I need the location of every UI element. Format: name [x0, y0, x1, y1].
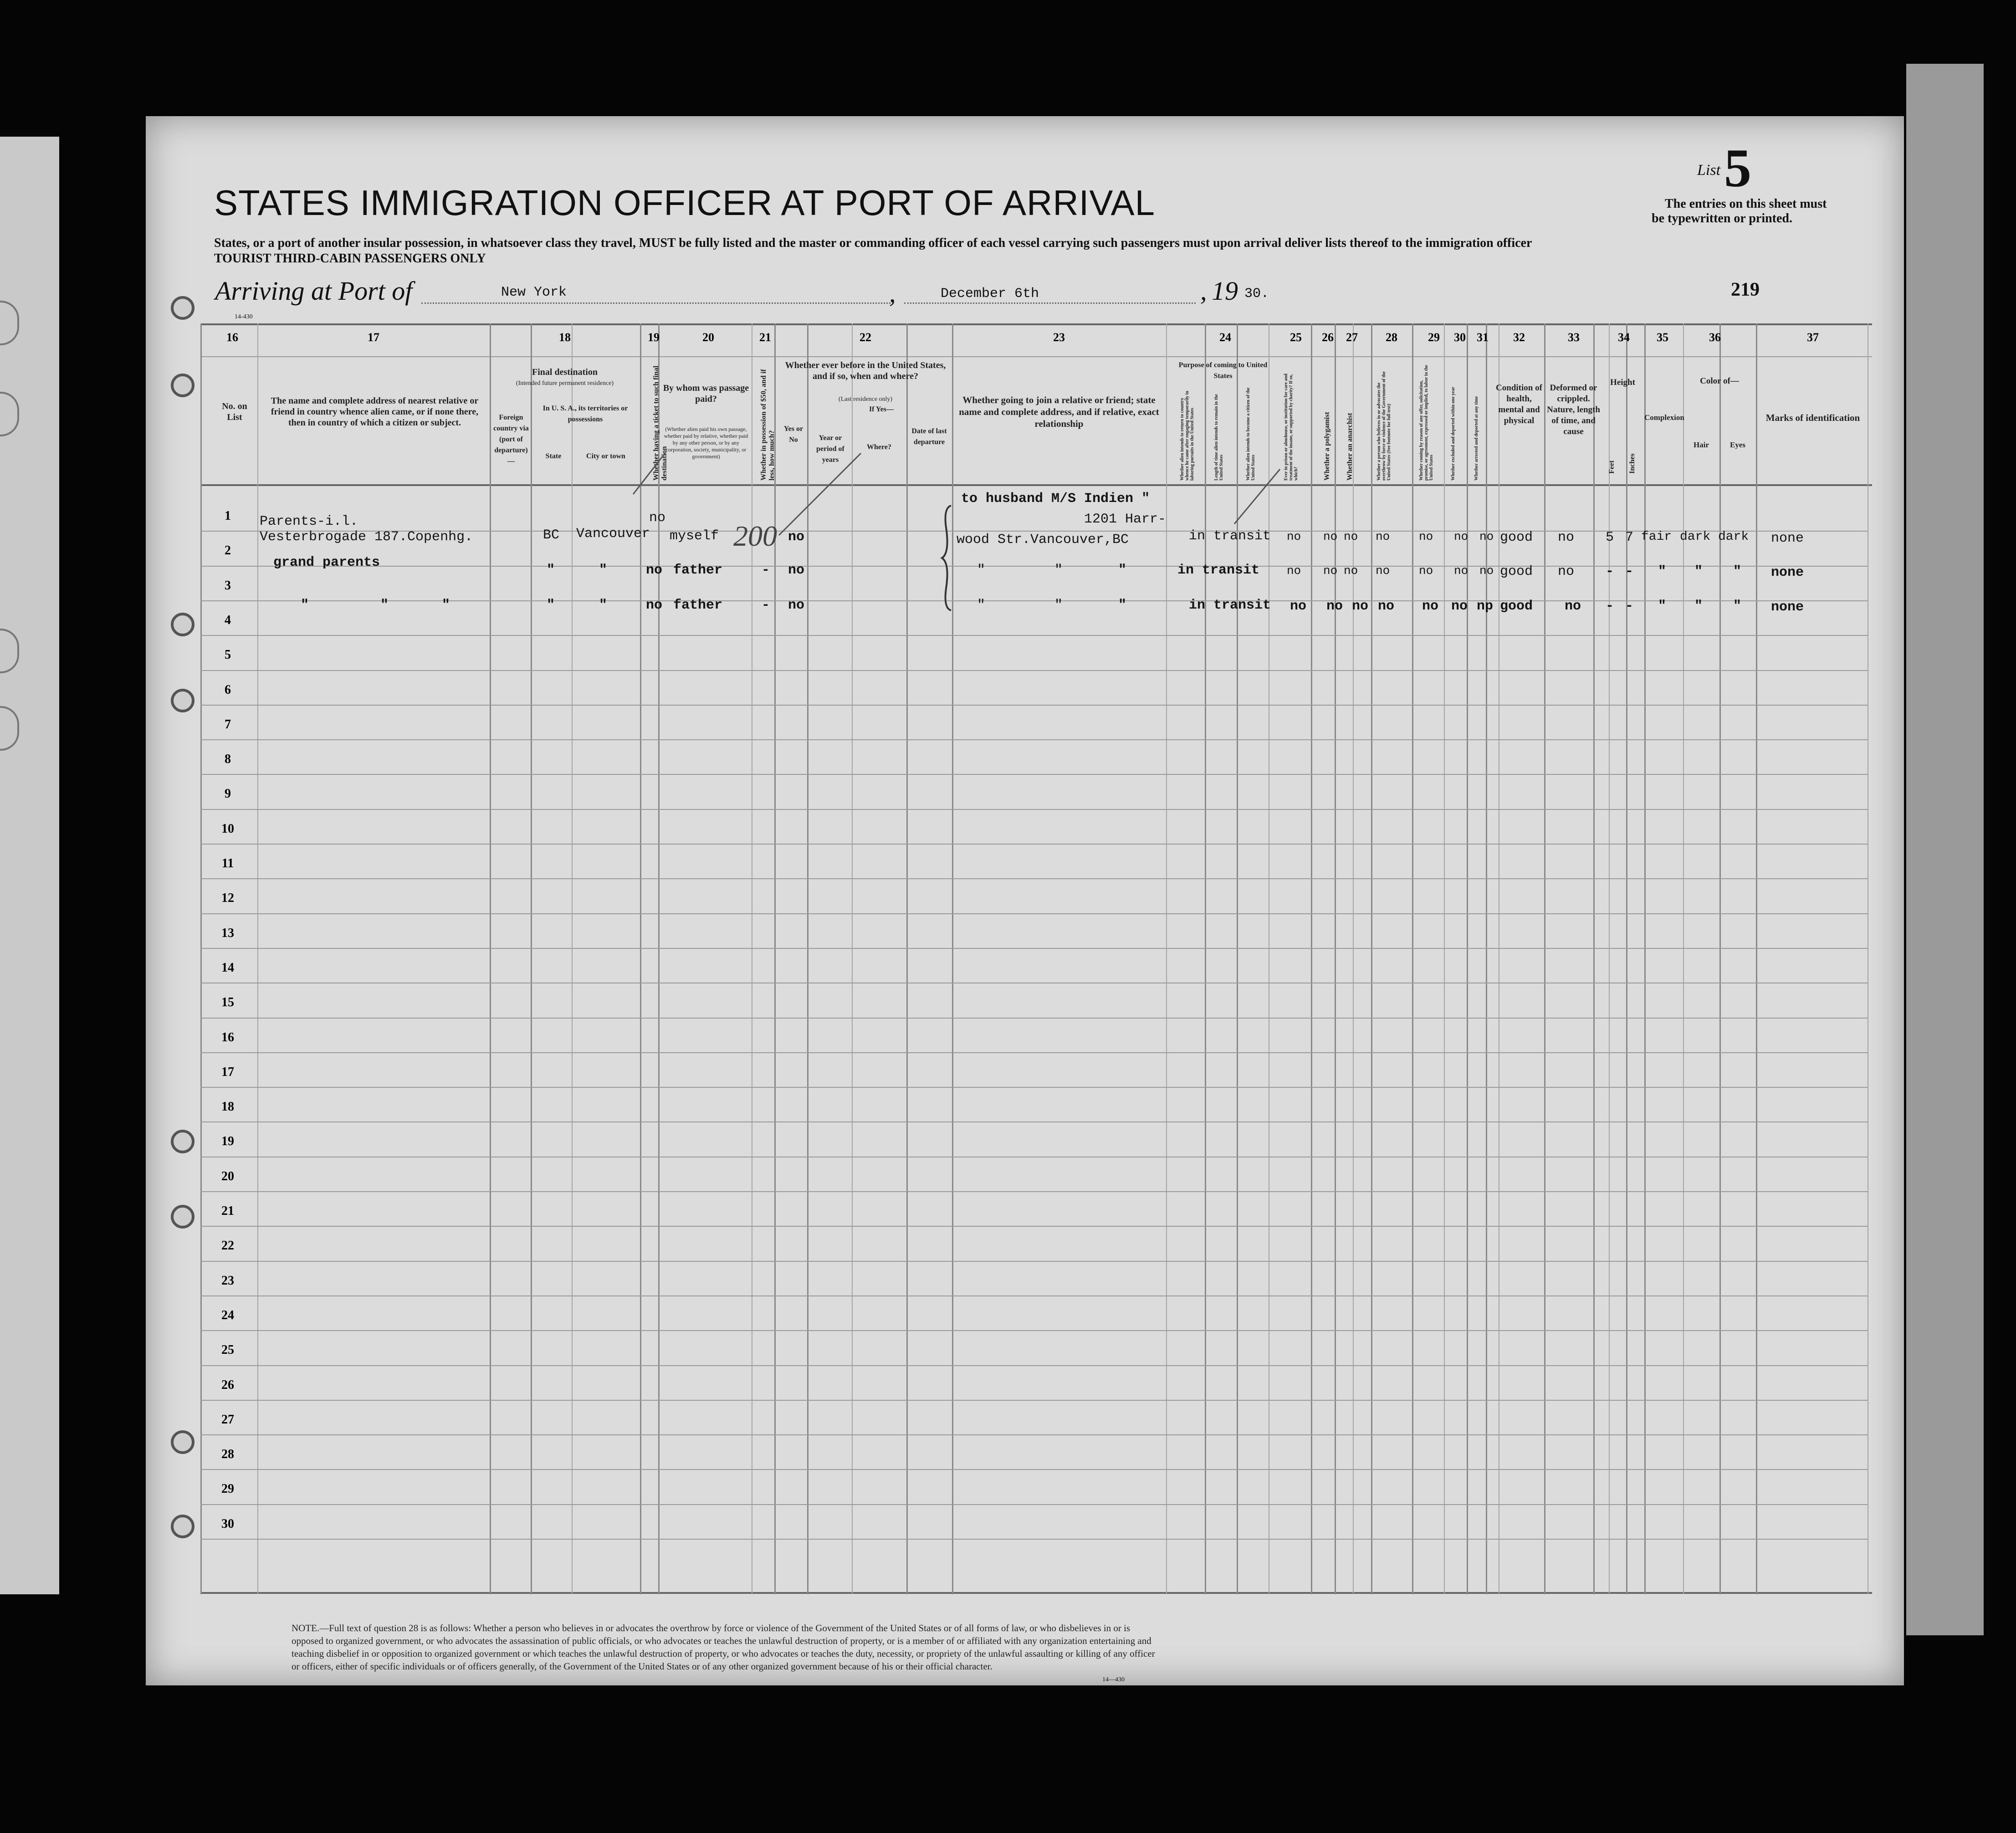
column-rule — [1371, 323, 1372, 1594]
col-num-31: 31 — [1477, 331, 1489, 344]
row-number: 17 — [221, 1065, 234, 1079]
binding-tab — [0, 629, 19, 673]
entry-3-eyes: " — [1733, 599, 1742, 614]
row-rule — [200, 1400, 1868, 1401]
row-number: 20 — [221, 1169, 234, 1183]
entry-2-joining-b: " — [1054, 563, 1063, 578]
entry-1-ticket: no — [649, 510, 666, 526]
hdr-fifty-dollars: Whether in possession of $50, and if less, how much? — [760, 369, 776, 481]
entry-3-relative-c: " — [442, 598, 450, 613]
col-num-30: 30 — [1454, 331, 1466, 344]
hdr-final-destination-sub: (Intended future permanent residence) — [516, 380, 614, 387]
manifest-sheet — [146, 116, 1904, 1685]
row-rule — [200, 705, 1868, 706]
row-number: 19 — [221, 1134, 234, 1149]
binding-tab — [0, 301, 19, 345]
entry-1-inches: 7 — [1625, 530, 1634, 545]
comma: , — [889, 278, 896, 308]
column-rule — [640, 323, 641, 1594]
column-rule — [531, 323, 532, 1594]
hdr-color-of: Color of— — [1700, 376, 1739, 386]
row-number: 27 — [221, 1412, 234, 1427]
port-line — [421, 302, 890, 304]
row-number: 11 — [221, 856, 234, 870]
entry-1-state: BC — [543, 527, 560, 543]
col-num-24: 24 — [1219, 331, 1231, 344]
entry-1-deformed: no — [1558, 530, 1575, 545]
hdr-deformed: Deformed or crippled. Nature, length of time, and cause — [1547, 383, 1600, 436]
footnote-question-28: NOTE.—Full text of question 28 is as follows: Whether a person who believes in or advocates the overthrow by force or violence of the Government of the United States or of all forms of law, or who disbelieves in or is opposed to organized government, or who advocates the assassination of public officials, or who advocates or teaches the unlawful destruction of property, or is a member of or affiliated with any organization entertaining and teaching disbelief in or opposition to organized government or which teaches the unlawful destruction of property, or who advocates or teaches the duty, necessity, or propriety of the unlawful assaulting or killing of any officer or officers, either of specific individuals or of officers generally, of the Government of the United States or of any other organized government because of his or their official character. — [292, 1623, 1155, 1672]
hdr-height: Height — [1610, 378, 1635, 387]
entry-2-c26: no — [1323, 564, 1338, 578]
row-rule — [200, 1330, 1868, 1331]
column-rule — [1719, 323, 1721, 1594]
row-rule — [200, 913, 1868, 914]
entry-3-paid-by: father — [673, 598, 723, 613]
entry-3-marks: none — [1771, 599, 1804, 615]
row-rule — [200, 1539, 1868, 1540]
row-number: 5 — [225, 648, 231, 662]
port-value: New York — [501, 285, 567, 300]
check-mark — [774, 449, 865, 540]
entry-3-purpose: in transit — [1189, 598, 1271, 613]
entry-1-money: 200 — [733, 520, 777, 552]
row-number: 22 — [221, 1239, 234, 1253]
row-number: 2 — [225, 543, 231, 558]
row-number: 14 — [221, 960, 234, 975]
hdr-eyes: Eyes — [1730, 440, 1745, 449]
hdr-in-usa: In U. S. A., its territories or possessions — [542, 404, 628, 423]
row-rule — [200, 1261, 1868, 1262]
year-suffix: 30. — [1244, 286, 1269, 302]
hdr-foreign-country: Foreign country via (port of departure)— — [493, 414, 529, 465]
hdr-ticket: Whether having a ticket to such final destination — [652, 365, 668, 481]
hdr-purpose: Purpose of coming to United States — [1178, 361, 1268, 380]
row-rule — [200, 600, 1868, 601]
row-rule — [200, 774, 1868, 775]
entry-3-c26: no — [1326, 599, 1343, 614]
col-num-29: 29 — [1428, 331, 1440, 344]
entry-1-relative-line2: Vesterbrogade 187.Copenhg. — [260, 529, 473, 545]
row-number: 28 — [221, 1447, 234, 1462]
col-num-34: 34 — [1618, 331, 1630, 344]
column-rule — [1544, 323, 1545, 1594]
class-line: TOURIST THIRD-CABIN PASSENGERS ONLY — [214, 251, 486, 266]
hdr-health: Condition of health, mental and physical — [1496, 383, 1542, 425]
row-number: 23 — [221, 1273, 234, 1288]
row-rule — [200, 844, 1868, 845]
punch-hole — [171, 1205, 194, 1229]
column-rule — [490, 323, 491, 1594]
column-rule — [1412, 323, 1413, 1594]
column-rule — [200, 323, 202, 1594]
row-rule — [200, 739, 1868, 740]
column-rule — [572, 323, 573, 1594]
col-num-22: 22 — [860, 331, 871, 344]
hdr-yes-no: Yes or No — [783, 425, 803, 444]
hdr-passage-paid: By whom was passage paid? — [663, 383, 749, 404]
col-num-32: 32 — [1513, 331, 1525, 344]
entry-2-paid-by: father — [673, 563, 723, 578]
entry-1-joining-line2: 1201 Harr- — [1084, 512, 1167, 527]
row-number: 8 — [225, 752, 231, 767]
column-rule — [1609, 323, 1610, 1594]
entry-2-ticket: no — [646, 563, 663, 578]
date-value: December 6th — [941, 286, 1039, 302]
hdr-where: Where? — [867, 443, 891, 451]
comma: , — [1200, 276, 1207, 306]
row-number: 3 — [225, 578, 231, 593]
row-rule — [200, 809, 1868, 810]
binding-tab — [0, 706, 19, 751]
entry-1-joining-line1: to husband M/S Indien " — [961, 491, 1150, 507]
entry-3-c29: no — [1422, 599, 1439, 614]
row-rule — [200, 670, 1868, 671]
adjacent-page-edge — [0, 137, 59, 1594]
hdr-last-departure: Date of last departure — [911, 427, 947, 446]
punch-hole — [171, 374, 194, 397]
entry-2-inches: - — [1625, 564, 1634, 579]
entry-2-purpose: in transit — [1177, 563, 1260, 578]
column-rule — [257, 323, 258, 1594]
hdr-complexion: Complexion — [1644, 413, 1684, 422]
row-rule — [200, 1191, 1868, 1192]
entry-1-city: Vancouver — [576, 526, 650, 542]
hdr-ever-before-sub: (Last residence only) — [838, 396, 893, 403]
row-rule — [200, 635, 1868, 636]
col-num-16: 16 — [226, 331, 238, 344]
col-num-27: 27 — [1346, 331, 1358, 344]
punch-hole — [171, 613, 194, 636]
punch-hole — [171, 689, 194, 712]
row-rule — [200, 1434, 1868, 1435]
binding-tab — [0, 392, 19, 436]
entry-1-hair: dark — [1680, 530, 1711, 544]
row-rule — [200, 1504, 1868, 1505]
column-rule — [906, 323, 908, 1594]
year-prefix: 19 — [1212, 276, 1238, 306]
entry-1-c27: no — [1344, 530, 1358, 543]
entry-3-feet: - — [1606, 599, 1614, 614]
col-num-23: 23 — [1053, 331, 1065, 344]
list-number: 5 — [1724, 138, 1751, 198]
col-num-26: 26 — [1322, 331, 1334, 344]
column-rule — [1644, 323, 1646, 1594]
col-num-20: 20 — [702, 331, 714, 344]
entry-2-money: - — [762, 563, 770, 578]
column-rule — [1353, 323, 1354, 1594]
entry-1-complexion: fair — [1641, 530, 1672, 544]
entry-3-relative-a: " — [301, 598, 309, 613]
check-mark — [1230, 465, 1284, 528]
row-rule — [200, 1087, 1868, 1088]
entry-3-c28: no — [1378, 599, 1395, 614]
table-top-border — [200, 323, 1872, 325]
entry-1-c26: no — [1323, 530, 1338, 543]
hdr-labor-offer: Whether coming by reason of any offer, solicitation, promise, or agreement, expressed or implied, to labor in the United States — [1419, 365, 1434, 481]
entry-3-c27: no — [1352, 599, 1369, 614]
entry-2-feet: - — [1606, 564, 1614, 579]
entry-3-c31: np — [1477, 599, 1494, 614]
hdr-return-intent: Whether alien intends to return to country whence he came after engaging temporarily in laboring pursuits in the United States — [1180, 391, 1195, 481]
col-num-28: 28 — [1386, 331, 1397, 344]
row-number: 26 — [221, 1377, 234, 1392]
entry-1-eyes: dark — [1718, 530, 1749, 544]
col-num-35: 35 — [1657, 331, 1668, 344]
entry-3-c30: no — [1451, 599, 1468, 614]
row-number: 15 — [221, 995, 234, 1010]
entry-3-joining-a: " — [977, 598, 986, 613]
entry-2-eyes: " — [1733, 564, 1742, 579]
entry-1-c31: no — [1479, 530, 1494, 543]
hdr-overthrow: Whether a person who believes in or advocates the overthrow by force or violence of the Government of the United States (See footnote for full text) — [1376, 371, 1392, 481]
punch-hole — [171, 1130, 194, 1153]
page-number: 219 — [1731, 279, 1760, 300]
hdr-no-on-list: No. on List — [222, 401, 247, 422]
entry-3-joining-c: " — [1118, 598, 1127, 613]
hdr-excluded-deported: Whether excluded and deported within one year — [1451, 387, 1456, 481]
entry-3-hair: " — [1694, 599, 1703, 614]
date-line — [904, 302, 1196, 304]
hdr-if-yes: If Yes— — [869, 405, 894, 413]
header-bottom-border — [200, 484, 1872, 486]
entry-3-inches: - — [1625, 599, 1634, 614]
arriving-label: Arriving at Port of — [215, 276, 413, 306]
entry-1-marks: none — [1771, 531, 1804, 546]
row-rule — [200, 878, 1868, 879]
entry-1-purpose: in transit — [1189, 528, 1271, 544]
hdr-length-of-stay: Length of time alien intends to remain in the United States — [1214, 394, 1224, 481]
punch-hole — [171, 1515, 194, 1538]
entry-2-c27: no — [1344, 564, 1358, 578]
hdr-state: State — [545, 452, 562, 460]
entry-3-deformed: no — [1565, 599, 1581, 614]
hdr-polygamist: Whether a polygamist — [1323, 412, 1331, 481]
hdr-joining-relative: Whether going to join a relative or friend; state name and complete address, and if relative, exact relationship — [959, 394, 1159, 429]
row-number: 16 — [221, 1030, 234, 1045]
row-rule — [200, 948, 1868, 949]
row-rule — [200, 1018, 1868, 1019]
col-num-17: 17 — [368, 331, 379, 344]
entry-1-joining-line3: wood Str.Vancouver,BC — [957, 532, 1129, 548]
hdr-final-destination: Final destination — [532, 367, 598, 377]
row-number: 29 — [221, 1482, 234, 1496]
row-rule — [200, 1295, 1868, 1296]
column-rule — [1166, 323, 1167, 1594]
hdr-year-period: Year or period of years — [816, 434, 844, 464]
form-code: 14-430 — [235, 313, 253, 320]
hdr-inches: Inches — [1628, 453, 1636, 474]
entry-2-c29: no — [1419, 564, 1433, 578]
hdr-anarchist: Whether an anarchist — [1346, 413, 1354, 481]
entry-3-city: " — [599, 598, 608, 613]
entry-3-joining-b: " — [1054, 598, 1063, 613]
entries-note-1: The entries on this sheet must — [1665, 197, 1827, 211]
col-num-36: 36 — [1709, 331, 1721, 344]
column-rule — [1486, 323, 1487, 1594]
entry-2-deformed: no — [1558, 564, 1575, 579]
column-rule — [1444, 323, 1445, 1594]
entry-1-c30: no — [1454, 530, 1469, 543]
row-number: 30 — [221, 1516, 234, 1531]
col-num-19: 19 — [648, 331, 660, 344]
hdr-prison-almshouse: Ever in prison or almshouse, or institution for care and treatment of the insane, or supported by charity? If so, which? — [1284, 374, 1299, 481]
column-rule — [1205, 323, 1206, 1594]
entry-1-health: good — [1500, 530, 1533, 545]
entry-3-c25: no — [1290, 599, 1307, 614]
row-rule — [200, 1121, 1868, 1122]
row-number: 6 — [225, 682, 231, 697]
table-bottom-border — [200, 1592, 1872, 1594]
row-number: 21 — [221, 1204, 234, 1218]
row-number: 13 — [221, 926, 234, 940]
row-rule — [200, 1052, 1868, 1053]
entry-1-relative-line1: Parents-i.l. — [260, 514, 358, 529]
entry-1-feet: 5 — [1606, 530, 1614, 545]
entry-2-c30: no — [1454, 564, 1469, 578]
column-rule — [1593, 323, 1595, 1594]
hdr-city: City or town — [586, 452, 625, 460]
entry-3-health: good — [1500, 599, 1533, 614]
hdr-ever-before: Whether ever before in the United States, and if so, when and where? — [785, 360, 946, 381]
entry-3-state: " — [547, 598, 555, 613]
col-num-25: 25 — [1290, 331, 1302, 344]
entry-1-c28: no — [1376, 530, 1390, 543]
hdr-feet: Feet — [1608, 460, 1616, 474]
row-number: 25 — [221, 1343, 234, 1357]
hdr-nearest-relative: The name and complete address of nearest relative or friend in country whence alien came, or if none there, then in country of which a citizen or subject. — [271, 396, 479, 428]
row-number: 1 — [225, 509, 231, 523]
row-number: 7 — [225, 717, 231, 732]
entry-1-c29: no — [1419, 530, 1433, 543]
row-number: 4 — [225, 613, 231, 627]
entry-3-before: no — [788, 598, 805, 613]
row-number: 10 — [221, 821, 234, 836]
check-mark — [629, 449, 670, 499]
row-number: 24 — [221, 1308, 234, 1322]
footer-form-code: 14—430 — [1102, 1676, 1125, 1683]
entry-3-ticket: no — [646, 598, 663, 613]
column-rule — [1311, 323, 1312, 1594]
hdr-citizen-intent: Whether alien intends to become a citizen of the United States — [1246, 387, 1256, 481]
row-number: 12 — [221, 891, 234, 906]
entry-2-marks: none — [1771, 565, 1804, 580]
entry-1-before: no — [788, 529, 805, 545]
punch-hole — [171, 296, 194, 320]
column-rule — [1467, 323, 1468, 1594]
col-num-37: 37 — [1807, 331, 1819, 344]
page-title: STATES IMMIGRATION OFFICER AT PORT OF ARRIVAL — [214, 183, 1156, 223]
entry-1-paid-by: myself — [670, 528, 719, 544]
column-rule — [1756, 323, 1757, 1594]
column-rule — [1335, 323, 1336, 1594]
entries-note-2: be typewritten or printed. — [1652, 211, 1792, 225]
entry-2-health: good — [1500, 564, 1533, 579]
entry-3-complexion: " — [1658, 599, 1667, 614]
column-number-row-border — [200, 356, 1872, 357]
hdr-hair: Hair — [1694, 440, 1709, 449]
row-number: 9 — [225, 787, 231, 801]
entry-2-joining-a: " — [977, 563, 986, 578]
grouping-brace — [938, 503, 957, 613]
entry-2-hair: " — [1694, 564, 1703, 579]
entry-2-joining-c: " — [1118, 563, 1127, 578]
entry-2-before: no — [788, 563, 805, 578]
entry-2-state: " — [547, 563, 555, 578]
row-rule — [200, 1365, 1868, 1366]
entry-2-c28: no — [1376, 564, 1390, 578]
row-number: 18 — [221, 1100, 234, 1114]
entry-3-money: - — [762, 598, 770, 613]
adjacent-page-edge-right — [1906, 64, 1984, 1635]
instruction-line: States, or a port of another insular possession, in whatsoever class they travel, MUST be fully listed and the master or commanding officer of each vessel carrying such passengers must upon arrival deliver lists thereof to the immigration officer — [214, 236, 1532, 250]
col-num-33: 33 — [1568, 331, 1580, 344]
hdr-marks: Marks of identification — [1765, 412, 1860, 423]
entry-2-c25: no — [1287, 564, 1301, 578]
entry-2-c31: no — [1479, 564, 1494, 578]
hdr-arrested-deported: Whether arrested and deported at any time — [1474, 396, 1479, 481]
col-num-21: 21 — [759, 331, 771, 344]
entry-2-complexion: " — [1658, 564, 1667, 579]
entry-2-relative: grand parents — [273, 555, 380, 570]
row-rule — [200, 1226, 1868, 1227]
list-label: List — [1697, 162, 1721, 179]
col-num-18: 18 — [559, 331, 571, 344]
hdr-passage-paid-sub: (Whether alien paid his own passage, whether paid by relative, whether paid by any other person, or by any corporation, society, municipality, or government) — [664, 426, 748, 460]
entry-3-relative-b: " — [380, 598, 389, 613]
row-rule — [200, 566, 1868, 567]
entry-2-city: " — [599, 563, 608, 578]
column-rule — [1626, 323, 1627, 1594]
entry-1-c25: no — [1287, 530, 1301, 543]
punch-hole — [171, 1430, 194, 1454]
row-rule — [200, 1469, 1868, 1470]
column-rule — [1683, 323, 1684, 1594]
